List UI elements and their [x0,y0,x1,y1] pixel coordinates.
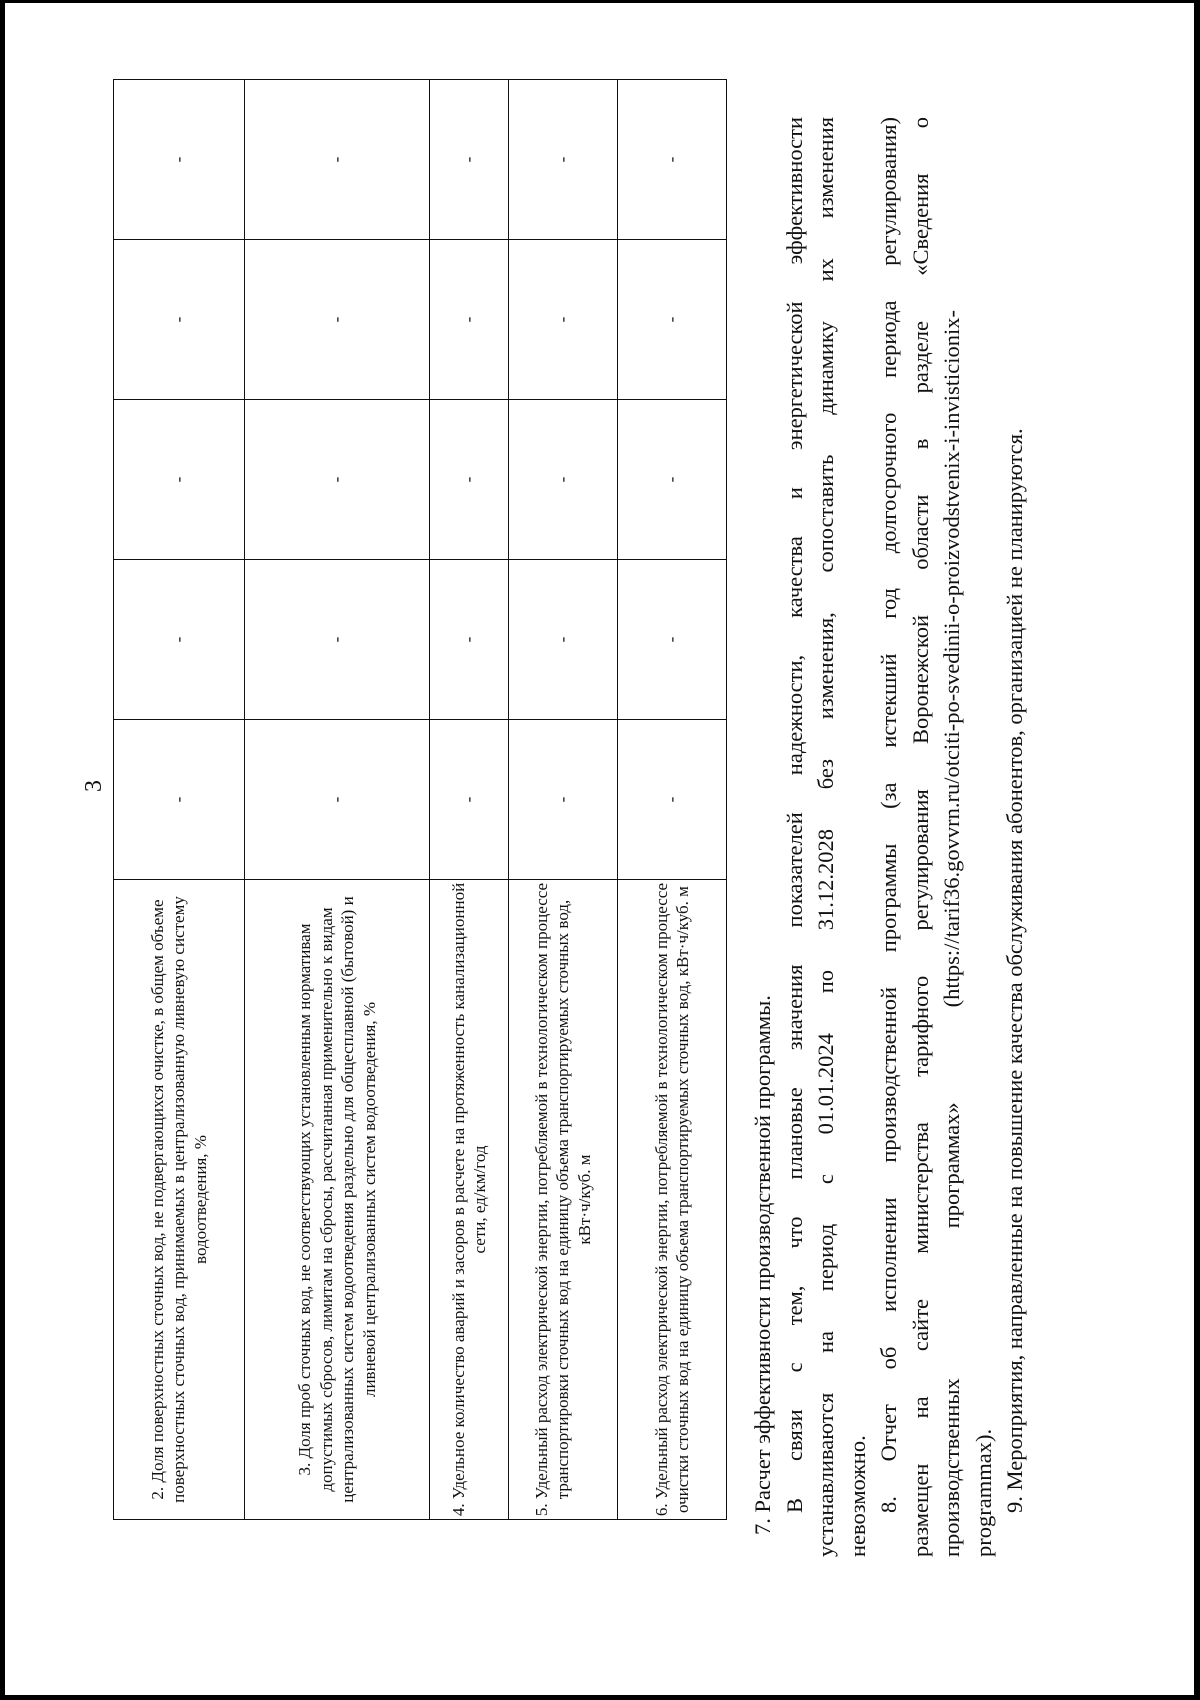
document-page [5,3,1194,1695]
indicator-value: - [509,400,618,560]
indicator-value: - [114,400,245,560]
indicator-value: - [245,240,430,400]
indicator-value: - [618,560,727,720]
section-9-line: 9. Мероприятия, направленные на повышение качества обслуживания абонентов, организацией не планируются. [1002,428,1027,1513]
indicator-value: - [509,720,618,880]
section-8-link[interactable]: (https://tarif36.govvrn.ru/otciti-po-svedinii-o-proizvodstvenix-i-invisticionix- [939,310,964,1008]
section-8-line [936,117,968,1557]
indicator-value: - [509,560,618,720]
indicators-table [113,79,727,1520]
section-7-line: В связи с тем, что плановые значения показателей надежности, качества и энергетической эффективности [781,117,807,1513]
indicator-value: - [245,80,430,240]
indicator-value: - [245,560,430,720]
indicator-value: - [430,400,509,560]
table-row [245,80,430,1520]
indicator-value: - [114,80,245,240]
section-8-line: размещен на сайте министерства тарифного регулирования Воронежской области в разделе «Сведения о [907,117,933,1557]
indicator-value: - [618,80,727,240]
table-row [114,80,245,1520]
indicator-name: 6. Удельный расход электрической энергии, потребляемой в технологическом процессе очистки сточных вод на единицу объема транспортируемых сточных вод, кВт·ч/куб. м [618,880,727,1520]
indicator-value: - [430,560,509,720]
indicator-name: 2. Доля поверхностных сточных вод, не подвергающихся очистке, в общем объеме поверхностных сточных вод, принимаемых в централизованную ливневую систему водоотведения, % [114,880,245,1520]
indicator-value: - [618,720,727,880]
section-7-title: 7. Расчет эффективности производственной программы. [750,995,775,1535]
indicator-value: - [430,80,509,240]
indicator-value: - [114,560,245,720]
indicator-value: - [430,240,509,400]
indicator-value: - [618,240,727,400]
indicator-value: - [114,240,245,400]
section-8-line: programmax). [970,1428,996,1557]
table-row [618,80,727,1520]
rotated-content [17,13,1182,1685]
indicator-name: 4. Удельное количество аварий и засоров в расчете на протяженность канализационной сети, ед/км/год [430,880,509,1520]
section-8-line: 8. Отчет об исполнении производственной программы (за истекший год долгосрочного периода регулирования) [876,117,901,1513]
section-8-text: производственных [939,1378,964,1557]
section-8-text: программах» [939,1102,964,1229]
indicator-value: - [245,720,430,880]
indicator-value: - [245,400,430,560]
section-7-line: устанавливаются на период с 01.01.2024 по 31.12.2028 без изменения, сопоставить динамику их изменения [813,117,838,1557]
indicator-value: - [509,240,618,400]
indicator-value: - [618,400,727,560]
indicator-value: - [509,80,618,240]
indicator-value: - [430,720,509,880]
table-row [430,80,509,1520]
indicator-value: - [114,720,245,880]
table-row [509,80,618,1520]
section-7-line: невозможно. [844,1435,870,1557]
indicator-name: 5. Удельный расход электрической энергии, потребляемой в технологическом процессе транспортировки сточных вод на единицу объема транспортируемых сточных вод, кВт·ч/куб. м [509,880,618,1520]
indicator-name: 3. Доля проб сточных вод, не соответствующих установленным нормативам допустимых сбросов, лимитам на сбросы, рассчитанная применительно к видам централизованных систем водоотведения раздельно для общесплавной (бытовой) и ливневой централизованных систем водоотведения, % [245,880,430,1520]
page-number: 3 [81,780,107,792]
body-text [747,117,1031,1557]
